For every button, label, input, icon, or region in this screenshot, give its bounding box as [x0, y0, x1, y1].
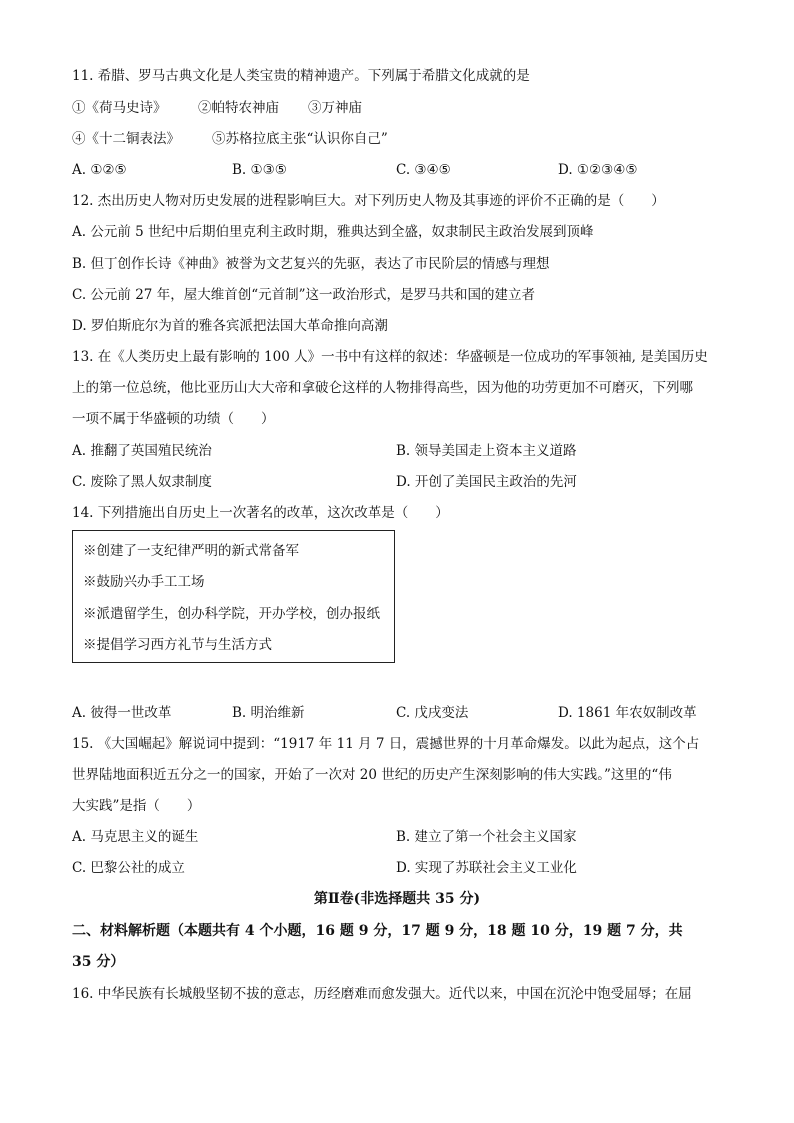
- q13-stem-line-3: 一项不属于华盛顿的功绩（ ）: [72, 411, 275, 427]
- q11-option-a: A. ①②⑤: [72, 162, 127, 178]
- q14-box-item-2: ※鼓励兴办手工工场: [83, 574, 205, 590]
- q12-stem: 12. 杰出历史人物对历史发展的进程影响巨大。对下列历史人物及其事迹的评价不正确的是（ ）: [72, 193, 665, 209]
- q13-stem-line-1: 13. 在《人类历史上最有影响的 100 人》一书中有这样的叙述：华盛顿是一位成功的军事领袖, 是美国历史: [72, 349, 708, 365]
- q14-stem: 14. 下列措施出自历史上一次著名的改革，这次改革是（ ）: [72, 505, 449, 521]
- q14-box-item-3: ※派遣留学生，创办科学院，开办学校，创办报纸: [83, 606, 380, 622]
- q12-option-b: B. 但丁创作长诗《神曲》被誉为文艺复兴的先驱，表达了市民阶层的情感与理想: [72, 256, 550, 272]
- q15-stem-line-2: 世界陆地面积近五分之一的国家，开始了一次对 20 世纪的历史产生深刻影响的伟大实践。”这里的“伟: [72, 767, 672, 783]
- q11-option-c: C. ③④⑤: [396, 162, 451, 178]
- q14-option-d: D. 1861 年农奴制改革: [558, 705, 697, 721]
- q11-option-b: B. ①③⑤: [232, 162, 287, 178]
- q11-option-d: D. ①②③④⑤: [558, 162, 638, 178]
- part2-title: 第Ⅱ卷(非选择题共 35 分): [313, 891, 481, 907]
- q12-option-a: A. 公元前 5 世纪中后期伯里克利主政时期，雅典达到全盛，奴隶制民主政治发展到顶峰: [72, 224, 594, 240]
- q15-option-d: D. 实现了苏联社会主义工业化: [396, 860, 577, 876]
- q13-stem-line-2: 上的第一位总统，他比亚历山大大帝和拿破仑这样的人物排得高些，因为他的功劳更加不可磨灭，下列哪: [72, 380, 693, 396]
- q11-item-1: ①《荷马史诗》: [72, 100, 167, 116]
- q12-option-c: C. 公元前 27 年，屋大维首创“元首制”这一政治形式，是罗马共和国的建立者: [72, 287, 535, 303]
- q11-item-4: ④《十二铜表法》: [72, 131, 180, 147]
- q13-option-a: A. 推翻了英国殖民统治: [72, 443, 212, 459]
- q11-stem: 11. 希腊、罗马古典文化是人类宝贵的精神遗产。下列属于希腊文化成就的是: [72, 68, 530, 84]
- q13-option-b: B. 领导美国走上资本主义道路: [396, 443, 577, 459]
- q11-item-5: ⑤苏格拉底主张“认识你自己”: [212, 131, 388, 147]
- q14-option-a: A. 彼得一世改革: [72, 705, 172, 721]
- q12-option-d: D. 罗伯斯庇尔为首的雅各宾派把法国大革命推向高潮: [72, 318, 388, 334]
- q13-option-c: C. 废除了黑人奴隶制度: [72, 474, 212, 490]
- q14-material-box: [72, 530, 395, 663]
- q15-stem-line-1: 15. 《大国崛起》解说词中提到：“1917 年 11 月 7 日，震撼世界的十月革命爆发。以此为起点，这个占: [72, 736, 700, 752]
- q13-option-d: D. 开创了美国民主政治的先河: [396, 474, 577, 490]
- q11-item-3: ③万神庙: [308, 100, 362, 116]
- q14-option-b: B. 明治维新: [232, 705, 305, 721]
- q15-stem-line-3: 大实践”是指（ ）: [72, 798, 201, 814]
- q15-option-b: B. 建立了第一个社会主义国家: [396, 829, 577, 845]
- q15-option-c: C. 巴黎公社的成立: [72, 860, 185, 876]
- q15-option-a: A. 马克思主义的诞生: [72, 829, 199, 845]
- q14-box-item-1: ※创建了一支纪律严明的新式常备军: [83, 543, 299, 559]
- q11-item-2: ②帕特农神庙: [198, 100, 279, 116]
- section-heading-line-2: 35 分）: [72, 954, 125, 970]
- section-heading-line-1: 二、材料解析题（本题共有 4 个小题，16 题 9 分，17 题 9 分，18 题 10 分，19 题 7 分，共: [72, 923, 683, 939]
- q14-box-item-4: ※提倡学习西方礼节与生活方式: [83, 637, 272, 653]
- q16-stem: 16. 中华民族有长城般坚韧不拔的意志，历经磨难而愈发强大。近代以来，中国在沉沦中饱受屈辱；在屈: [72, 986, 692, 1002]
- q14-option-c: C. 戊戌变法: [396, 705, 469, 721]
